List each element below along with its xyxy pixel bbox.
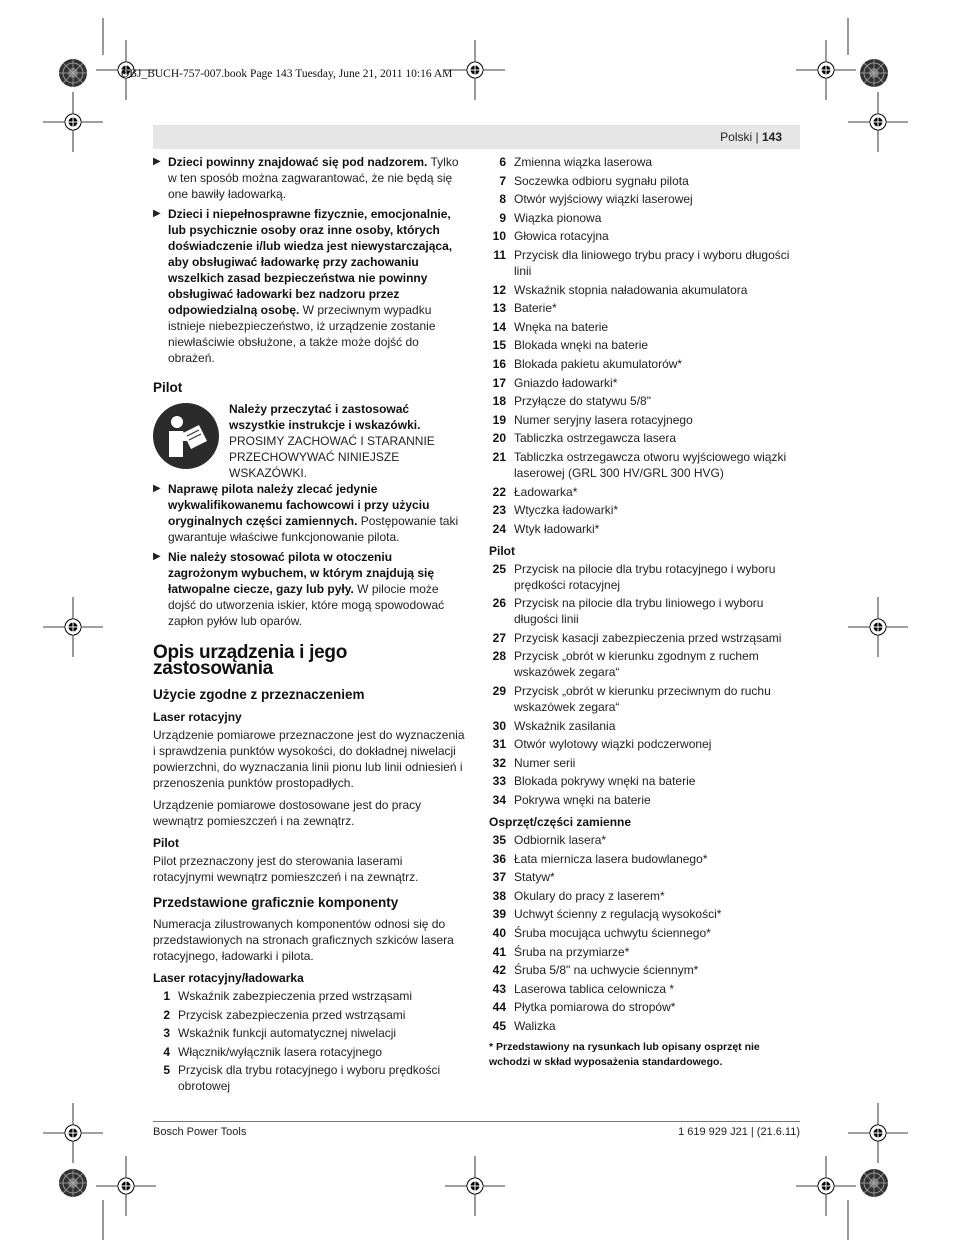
list-item <box>489 154 803 170</box>
list-item <box>489 999 803 1015</box>
footer-brand: Bosch Power Tools <box>153 1126 247 1138</box>
list-item <box>489 521 803 537</box>
item-number: 26 <box>492 596 506 611</box>
item-label: Przycisk kasacji zabezpieczenia przed wstrząsami <box>514 630 782 645</box>
list-item <box>489 502 803 518</box>
item-number: 34 <box>492 793 506 808</box>
arrow-bullet-icon: ▶ <box>153 156 161 167</box>
item-label: Uchwyt ścienny z regulacją wysokości* <box>514 907 722 922</box>
list-item <box>489 595 803 627</box>
item-number: 25 <box>492 561 506 576</box>
item-label: Wiązka pionowa <box>514 210 602 225</box>
list-item: 4 Włącznik/wyłącznik lasera rotacyjnego <box>163 1044 383 1059</box>
list-item: 1 Wskaźnik zabezpieczenia przed wstrząsami <box>163 989 413 1003</box>
item-label: Przycisk „obrót w kierunku przeciwnym do ruchu wskazówek zegara“ <box>514 684 771 715</box>
item-number: 24 <box>492 521 506 536</box>
safety-bullet: ▶ Dzieci i niepełnosprawne fizycznie, emocjonalnie, lub psychicznie osoby oraz inne osoby, których doświadczenie i/lub wiedza jest niewystarczająca, aby obsługiwać ładowarkę przy zachowaniu wszelkich zasad bezpieczeństwa nie powinny obsługiwać ładowarki bez nadzoru przez odpowiedzialną osobę. W przeciwnym wypadku istnieje niebezpieczeństwo, iż urządzenie zostanie niewłaściwie obsłużone, a także może dojść do obrażeń. <box>153 207 453 365</box>
item-number: 33 <box>492 774 506 789</box>
item-number: 12 <box>492 282 506 297</box>
item-number: 28 <box>492 649 506 664</box>
list-item <box>489 282 803 298</box>
list-item <box>489 1018 803 1034</box>
pilot-subheading: Pilot <box>153 836 179 850</box>
list-item: 5 Przycisk dla trybu rotacyjnego i wyboru prędkości obrotowej <box>163 1063 441 1094</box>
list-item <box>489 981 803 997</box>
item-number: 27 <box>492 630 506 645</box>
list-item <box>489 736 803 752</box>
list-item <box>489 962 803 978</box>
footer-doc-number: 1 619 929 J21 | (21.6.11) <box>678 1126 800 1138</box>
list-item <box>489 648 803 680</box>
item-number: 40 <box>492 926 506 940</box>
list-item: 3 Wskaźnik funkcji automatycznej niwelacji <box>163 1026 397 1041</box>
item-label: Baterie* <box>514 301 557 316</box>
pilot-bullet: ▶ Naprawę pilota należy zlecać jedynie wykwalifikowanemu fachowcowi i przy użyciu oryginalnych części zamiennych. Postępowanie taki gwarantuje właściwe funkcjonowanie pilota. <box>153 482 459 544</box>
pilot-list-heading: Pilot <box>489 543 515 558</box>
item-label: Pokrywa wnęki na baterie <box>514 793 651 808</box>
read-manual-icon <box>153 403 219 469</box>
arrow-bullet-icon: ▶ <box>153 483 161 494</box>
separator: | <box>755 130 759 144</box>
list-item <box>489 718 803 734</box>
charger-subheading: Laser rotacyjny/ładowarka <box>153 971 304 985</box>
item-label: Blokada pakietu akumulatorów* <box>514 356 683 371</box>
item-number: 18 <box>492 394 506 409</box>
pilot-bullet: ▶ Nie należy stosować pilota w otoczeniu zagrożonym wybuchem, w którym znajdują się łatwopalne ciecze, gazy lub pyły. W pilocie może dojść do utworzenia iskier, które mogą spowodować zapłon pyłów lub oparów. <box>153 550 445 628</box>
item-number: 20 <box>492 431 506 446</box>
item-label: Tabliczka ostrzegawcza otworu wyjściowego wiązki laserowej (GRL 300 HV/GRL 300 HVG) <box>514 449 787 480</box>
page-label <box>720 130 782 144</box>
list-item <box>489 412 803 428</box>
item-label: Przyłącze do statywu 5/8" <box>514 394 651 409</box>
list-item <box>489 925 803 941</box>
accessories-list <box>489 832 803 1034</box>
item-number: 44 <box>492 1000 506 1015</box>
item-label: Walizka <box>514 1018 556 1033</box>
pilot-warning-text: Należy przeczytać i zastosować wszystkie instrukcje i wskazówki. PROSIMY ZACHOWAĆ I STARANNIE PRZECHOWYWAĆ NINIEJSZE WSKAZÓWKI. <box>229 402 435 480</box>
usage-heading: Użycie zgodne z przeznaczeniem <box>153 687 365 702</box>
list-item <box>489 792 803 808</box>
list-item <box>489 300 803 316</box>
item-number: 37 <box>492 870 506 885</box>
list-item <box>489 337 803 353</box>
item-number: 32 <box>492 755 506 770</box>
page-header-band <box>153 125 800 149</box>
accessories-heading: Osprzęt/części zamienne <box>489 815 632 830</box>
item-label: Śruba mocująca uchwytu ściennego* <box>514 926 711 940</box>
file-info: OBJ_BUCH-757-007.book Page 143 Tuesday, June 21, 2011 10:16 AM <box>121 68 453 80</box>
section-title: Opis urządzenia i jego zastosowania <box>153 642 347 679</box>
item-label: Wskaźnik stopnia naładowania akumulatora <box>514 282 748 297</box>
left-column <box>153 154 465 1097</box>
item-label: Odbiornik lasera* <box>514 833 607 848</box>
list-item <box>489 430 803 446</box>
item-label: Wtyczka ładowarki* <box>514 503 619 518</box>
list-item <box>489 173 803 189</box>
item-number: 11 <box>493 247 506 262</box>
list-item <box>489 449 803 481</box>
component-list <box>153 988 465 1094</box>
pilot-warning <box>153 401 465 480</box>
list-item: 2 Przycisk zabezpieczenia przed wstrząsami <box>163 1007 406 1022</box>
item-label: Łata miernicza lasera budowlanego* <box>514 851 708 866</box>
item-label: Okulary do pracy z laserem* <box>514 888 665 903</box>
item-label: Przycisk dla liniowego trybu pracy i wyboru długości linii <box>514 247 790 278</box>
list-item <box>489 944 803 960</box>
right-column <box>489 154 803 1070</box>
item-label: Głowica rotacyjna <box>514 229 609 244</box>
item-number: 13 <box>492 301 506 316</box>
list-item <box>489 851 803 867</box>
list-item <box>489 210 803 226</box>
item-label: Soczewka odbioru sygnału pilota <box>514 173 689 188</box>
item-number: 23 <box>492 503 506 518</box>
arrow-bullet-icon: ▶ <box>153 551 161 562</box>
item-label: Otwór wyjściowy wiązki laserowej <box>514 192 693 207</box>
component-list <box>489 154 803 537</box>
pilot-paragraph: Pilot przeznaczony jest do sterowania laserami rotacyjnymi wewnątrz pomieszczeń i na zewnątrz. <box>153 854 419 884</box>
item-number: 6 <box>499 155 506 169</box>
list-item <box>489 832 803 848</box>
list-item <box>489 247 803 279</box>
components-heading: Przedstawione graficznie komponenty <box>153 895 399 910</box>
item-label: Laserowa tablica celownicza * <box>514 981 675 996</box>
item-label: Zmienna wiązka laserowa <box>514 155 653 169</box>
list-item <box>489 356 803 372</box>
item-number: 38 <box>492 888 506 903</box>
item-number: 16 <box>492 356 506 371</box>
item-label: Płytka pomiarowa do stropów* <box>514 1000 676 1015</box>
item-number: 21 <box>492 449 506 464</box>
list-item <box>489 393 803 409</box>
item-label: Blokada pokrywy wnęki na baterie <box>514 774 696 789</box>
safety-bullet: ▶ Dzieci powinny znajdować się pod nadzorem. Tylko w ten sposób można zagwarantować, że nie będą się one bawiły ładowarką. <box>153 155 459 201</box>
item-label: Śruba 5/8" na uchwycie ściennym* <box>514 963 699 978</box>
item-number: 43 <box>492 981 506 996</box>
item-number: 9 <box>499 210 506 225</box>
pilot-component-list <box>489 561 803 808</box>
item-number: 10 <box>492 229 506 244</box>
item-number: 31 <box>492 737 506 752</box>
item-number: 36 <box>492 851 506 866</box>
item-number: 45 <box>492 1018 506 1033</box>
item-number: 14 <box>492 319 506 334</box>
item-label: Gniazdo ładowarki* <box>514 375 618 390</box>
list-item <box>489 228 803 244</box>
arrow-bullet-icon: ▶ <box>153 208 161 219</box>
item-number: 29 <box>492 684 506 699</box>
item-label: Przycisk na pilocie dla trybu liniowego i wyboru długości linii <box>514 596 764 627</box>
list-item <box>489 755 803 771</box>
item-number: 7 <box>499 173 506 188</box>
item-label: Statyw* <box>514 870 555 885</box>
item-label: Wnęka na baterie <box>514 319 609 334</box>
pilot-heading: Pilot <box>153 380 183 395</box>
laser-paragraph: Urządzenie pomiarowe przeznaczone jest do wyznaczenia i sprawdzenia punktów wysokości, do dokładnej niwelacji powierzchni, do wyznaczania linii pionu lub linii odniesień i przenoszenia punktów prostopadłych. <box>153 728 465 790</box>
item-number: 30 <box>492 718 506 733</box>
laser-subheading: Laser rotacyjny <box>153 710 242 724</box>
components-paragraph: Numeracja zilustrowanych komponentów odnosi się do przedstawionych na stronach graficznych szkiców lasera rotacyjnego, ładowarki i pilota. <box>153 917 454 963</box>
list-item <box>489 319 803 335</box>
list-item <box>489 888 803 904</box>
list-item <box>489 683 803 715</box>
item-label: Przycisk „obrót w kierunku zgodnym z ruchem wskazówek zegara“ <box>514 649 759 680</box>
item-label: Wskaźnik zasilania <box>514 718 616 733</box>
item-number: 42 <box>492 963 506 978</box>
list-item <box>489 484 803 500</box>
item-label: Blokada wnęki na baterie <box>514 338 649 353</box>
list-item <box>489 869 803 885</box>
item-number: 41 <box>492 944 506 959</box>
footnote: * Przedstawiony na rysunkach lub opisany osprzęt nie wchodzi w skład wyposażenia standardowego. <box>489 1040 760 1068</box>
item-number: 19 <box>492 412 506 427</box>
language-label: Polski <box>720 130 753 144</box>
list-item <box>489 630 803 646</box>
list-item <box>489 561 803 593</box>
item-label: Wtyk ładowarki* <box>514 521 600 536</box>
list-item <box>489 375 803 391</box>
item-label: Otwór wylotowy wiązki podczerwonej <box>514 737 712 752</box>
item-number: 39 <box>492 907 506 922</box>
item-number: 35 <box>492 833 506 848</box>
item-label: Przycisk na pilocie dla trybu rotacyjnego i wyboru prędkości rotacyjnej <box>514 561 776 592</box>
footer-divider <box>153 1121 800 1122</box>
item-number: 15 <box>492 338 506 353</box>
item-label: Śruba na przymiarze* <box>514 944 630 959</box>
list-item <box>489 773 803 789</box>
item-label: Tabliczka ostrzegawcza lasera <box>514 431 677 446</box>
item-label: Numer serii <box>514 755 576 770</box>
item-label: Ładowarka* <box>514 484 578 499</box>
laser-paragraph: Urządzenie pomiarowe dostosowane jest do pracy wewnątrz pomieszczeń i na zewnątrz. <box>153 798 422 828</box>
page-number: 143 <box>761 130 782 144</box>
item-label: Numer seryjny lasera rotacyjnego <box>514 412 693 427</box>
item-number: 22 <box>492 484 506 499</box>
list-item <box>489 906 803 922</box>
item-number: 17 <box>492 375 506 390</box>
item-number: 8 <box>499 192 506 207</box>
list-item <box>489 191 803 207</box>
